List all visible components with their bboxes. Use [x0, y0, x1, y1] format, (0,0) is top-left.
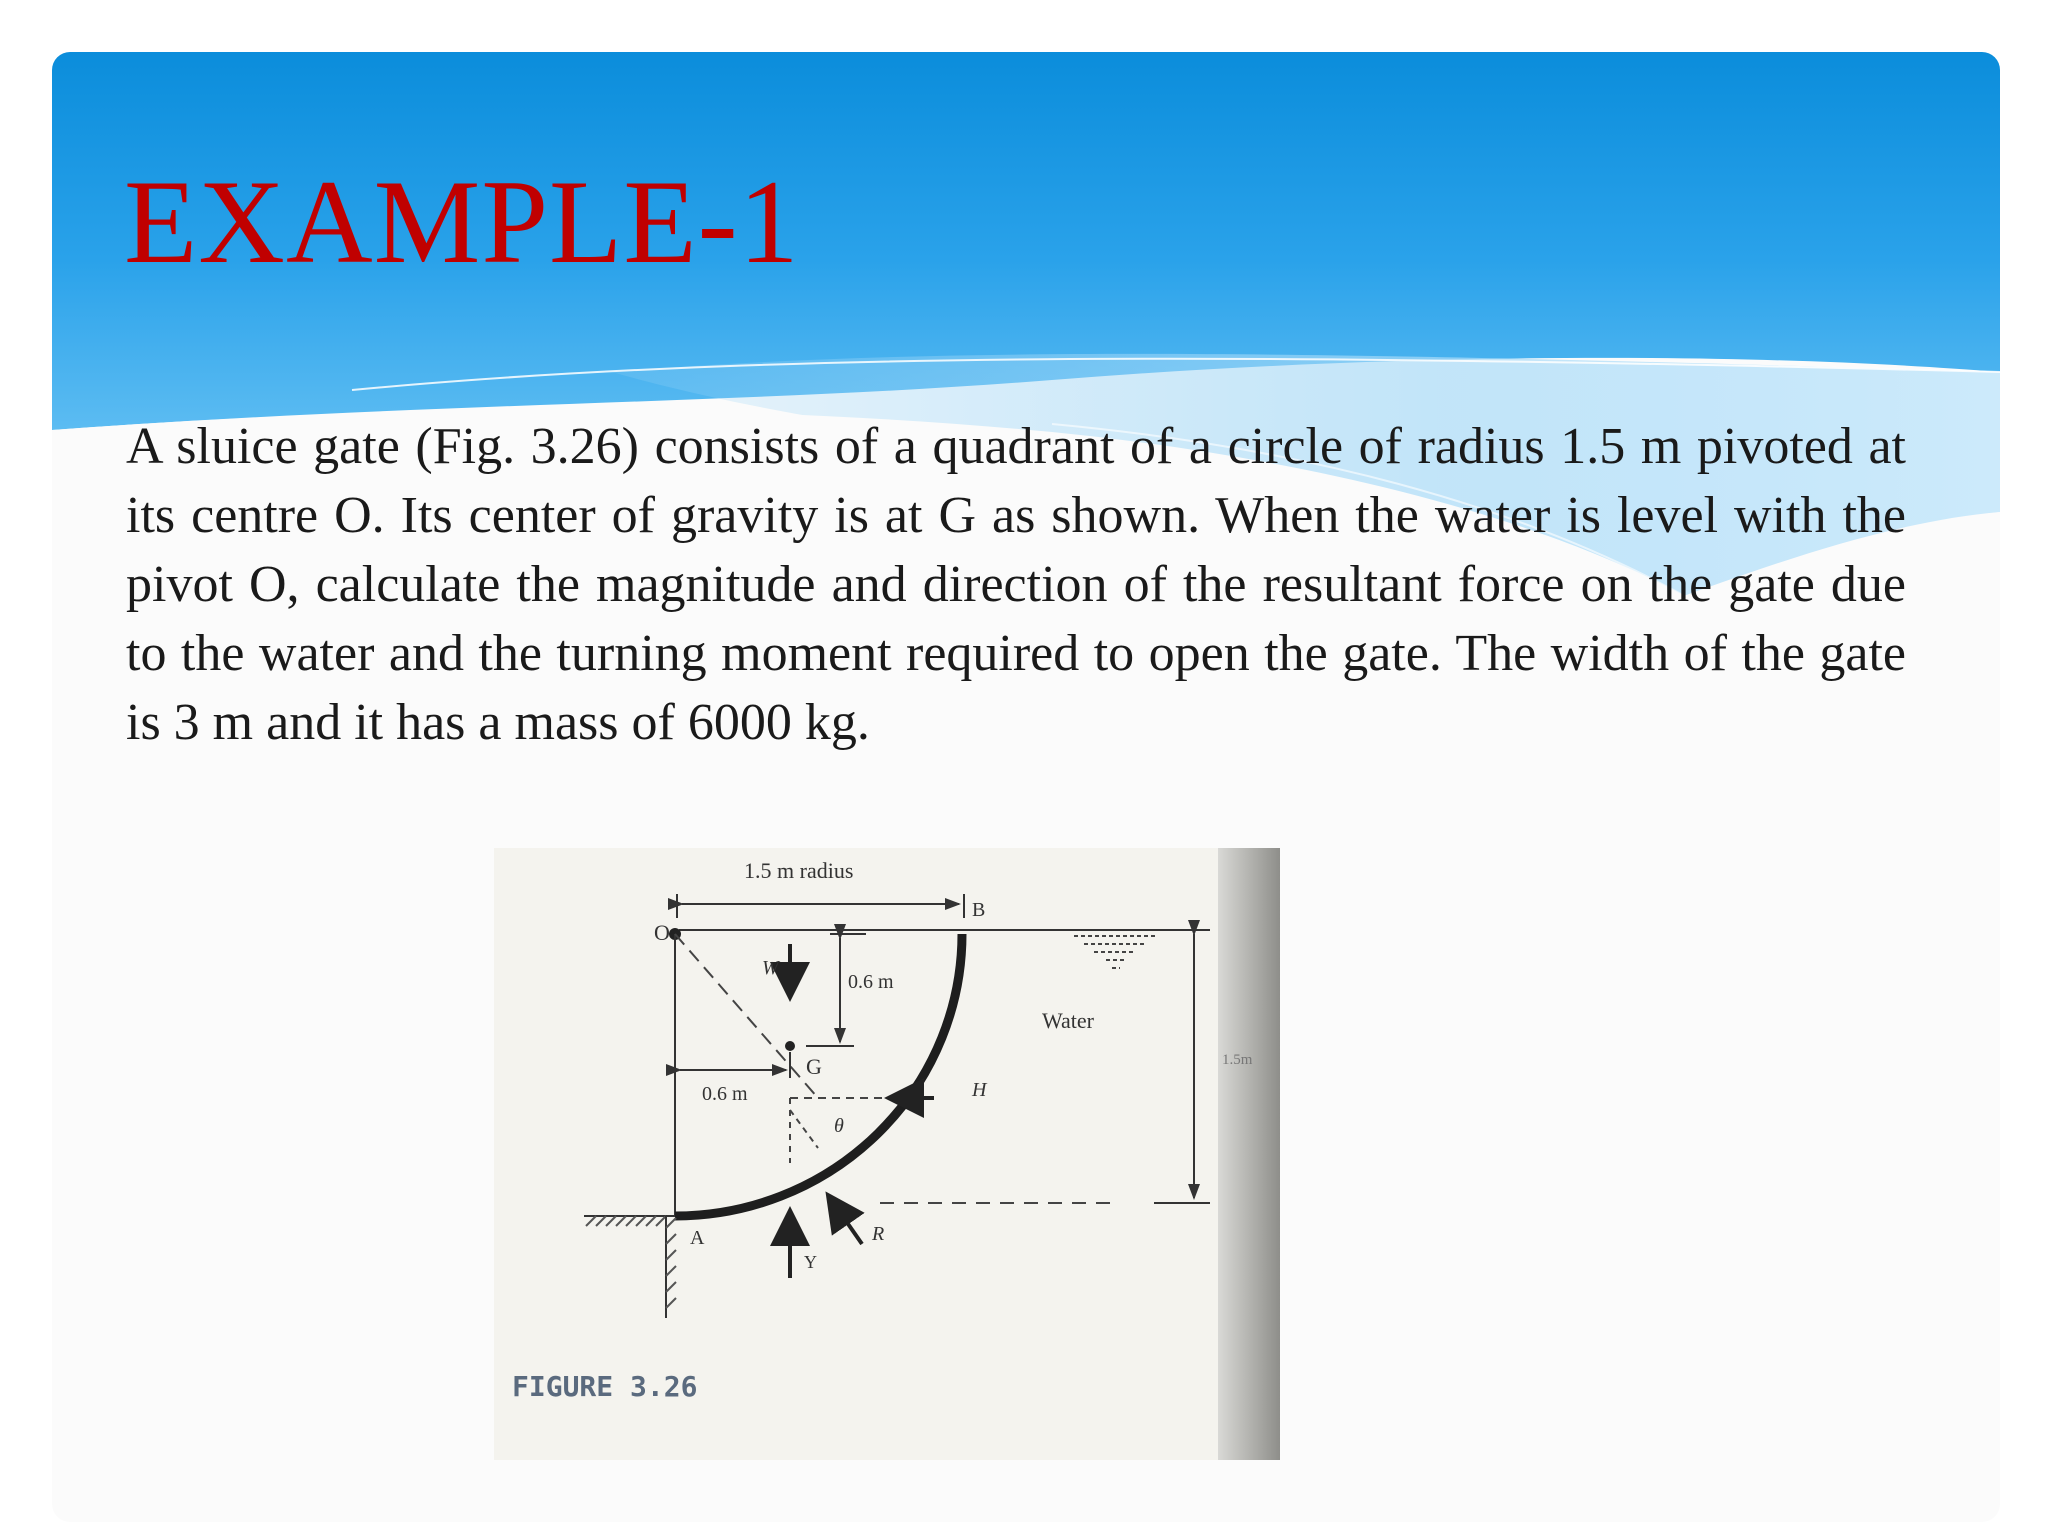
centre-of-gravity-g	[785, 1041, 795, 1051]
figure-caption: FIGURE 3.26	[512, 1370, 698, 1403]
slide	[52, 52, 2000, 1522]
pivot-o-label: O	[654, 920, 670, 945]
force-r-label: R	[872, 1223, 885, 1245]
point-g-label: G	[806, 1054, 822, 1079]
point-b-label: B	[972, 899, 986, 921]
point-a-label: A	[690, 1227, 705, 1249]
scan-edge-shadow	[1218, 848, 1280, 1460]
force-h-label: H	[972, 1079, 987, 1101]
weight-label: W	[762, 957, 779, 979]
slide-title: EXAMPLE-1	[124, 155, 800, 288]
horizontal-dim-label: 0.6 m	[702, 1083, 748, 1105]
radius-label: 1.5 m radius	[744, 858, 854, 883]
depth-label: 1.5m	[1222, 1052, 1253, 1068]
sluice-gate-diagram	[494, 848, 1280, 1460]
scan-paper	[494, 848, 1280, 1460]
figure-3-26	[494, 848, 1280, 1460]
problem-statement: A sluice gate (Fig. 3.26) consists of a quadrant of a circle of radius 1.5 m pivoted at its centre O. Its center of gravity is at G as shown. When the water is level with the pivot O, calculate the magnitude and direction of the resultant force on the gate due to the water and the turning moment required to open the gate. The width of the gate is 3 m and it has a mass of 6000 kg.	[126, 418, 1906, 751]
vertical-dim-label: 0.6 m	[848, 971, 894, 993]
angle-label: θ	[834, 1115, 844, 1137]
force-y-label: Y	[804, 1252, 817, 1272]
water-label: Water	[1042, 1008, 1094, 1033]
